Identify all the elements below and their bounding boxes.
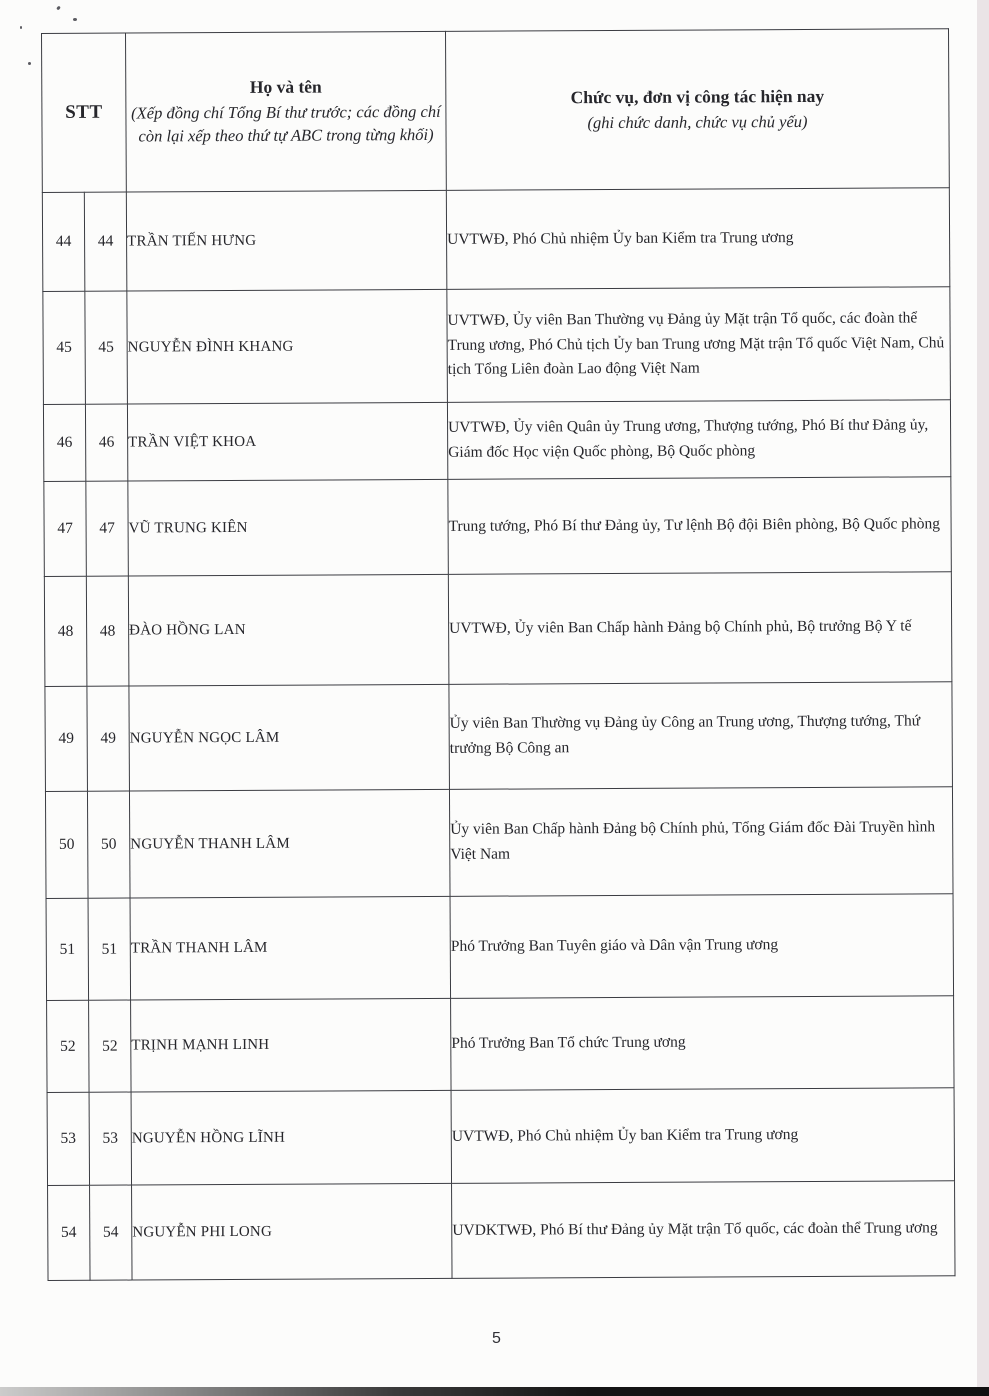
page-number: 5 xyxy=(492,1330,501,1347)
official-position-cell: UVTWĐ, Ủy viên Ban Thường vụ Đảng ủy Mặt trận Tổ quốc, các đoàn thể Trung ương, Phó Chủ tịch Ủy ban Trung ương Mặt trận Tổ quốc Việt Nam, Chủ tịch Tổng Liên đoàn Lao động Việt Nam xyxy=(447,287,951,403)
table-row xyxy=(44,572,952,687)
stt-cell-primary: 51 xyxy=(46,898,89,1000)
official-name-cell: NGUYỄN PHI LONG xyxy=(132,1183,452,1280)
stt-cell-secondary: 49 xyxy=(87,686,130,791)
official-position-cell: Phó Trưởng Ban Tuyên giáo và Dân vận Trung ương xyxy=(450,894,954,999)
table-row xyxy=(45,787,953,899)
scan-speck xyxy=(20,26,22,29)
stt-cell-primary: 53 xyxy=(47,1092,89,1185)
table-header-row xyxy=(42,29,950,193)
official-name-cell: TRẦN VIỆT KHOA xyxy=(127,402,447,481)
official-position-cell: UVTWĐ, Ủy viên Ban Chấp hành Đảng bộ Chính phủ, Bộ trưởng Bộ Y tế xyxy=(448,572,952,685)
stt-cell-secondary: 46 xyxy=(85,404,127,481)
official-name-cell: TRỊNH MẠNH LINH xyxy=(131,998,451,1092)
column-header-name xyxy=(126,31,447,192)
table-row xyxy=(43,400,950,482)
stt-cell-secondary: 50 xyxy=(87,791,130,898)
stt-cell-primary: 50 xyxy=(45,791,88,898)
table-row xyxy=(47,1088,954,1186)
scan-speck xyxy=(73,18,77,21)
stt-cell-primary: 48 xyxy=(44,576,87,686)
table-row xyxy=(44,477,952,577)
official-name-cell: NGUYỄN NGỌC LÂM xyxy=(129,684,450,791)
official-position-cell: Ủy viên Ban Chấp hành Đảng bộ Chính phủ, Tổng Giám đốc Đài Truyền hình Việt Nam xyxy=(449,787,953,897)
stt-cell-secondary: 44 xyxy=(84,192,127,291)
stt-cell-primary: 52 xyxy=(47,1000,89,1092)
stt-cell-primary: 54 xyxy=(48,1185,90,1280)
official-name-cell: TRẦN TIẾN HƯNG xyxy=(126,190,447,291)
official-name-cell: NGUYỄN THANH LÂM xyxy=(129,789,450,898)
official-position-cell: UVTWĐ, Phó Chủ nhiệm Ủy ban Kiểm tra Trung ương xyxy=(451,1088,954,1184)
table-row xyxy=(45,682,953,792)
official-position-cell: UVTWĐ, Phó Chủ nhiệm Ủy ban Kiểm tra Trung ương xyxy=(446,188,950,290)
official-name-cell: TRẦN THANH LÂM xyxy=(130,896,451,1000)
table-body xyxy=(42,188,955,1281)
official-name-cell: NGUYỄN HỒNG LĨNH xyxy=(131,1090,451,1185)
column-header-position xyxy=(446,29,950,191)
official-position-cell: UVTWĐ, Ủy viên Quân ủy Trung ương, Thượng tướng, Phó Bí thư Đảng ủy, Giám đốc Học viện Quốc phòng, Bộ Quốc phòng xyxy=(447,400,950,480)
official-position-cell: Trung tướng, Phó Bí thư Đảng ủy, Tư lệnh Bộ đội Biên phòng, Bộ Quốc phòng xyxy=(448,477,951,575)
official-name-cell: ĐÀO HỒNG LAN xyxy=(128,574,449,686)
officials-table-wrapper xyxy=(41,28,956,1281)
official-position-cell: Ủy viên Ban Thường vụ Đảng ủy Công an Trung ương, Thượng tướng, Thứ trưởng Bộ Công an xyxy=(449,682,953,790)
stt-cell-secondary: 48 xyxy=(86,576,129,686)
stt-cell-primary: 45 xyxy=(43,291,86,404)
position-header-title: Chức vụ, đơn vị công tác hiện nay xyxy=(570,85,825,108)
stt-cell-secondary: 45 xyxy=(85,291,128,404)
scan-edge-right xyxy=(977,0,989,1396)
name-header-title: Họ và tên xyxy=(249,76,322,98)
scan-speck xyxy=(56,6,61,11)
stt-cell-secondary: 47 xyxy=(86,481,129,576)
official-position-cell: UVDKTWĐ, Phó Bí thư Đảng ủy Mặt trận Tổ quốc, các đoàn thể Trung ương xyxy=(452,1181,955,1279)
stt-cell-secondary: 52 xyxy=(89,1000,131,1092)
table-row xyxy=(43,287,951,405)
stt-cell-primary: 46 xyxy=(43,404,85,481)
scan-edge-bottom xyxy=(0,1387,989,1396)
stt-cell-secondary: 54 xyxy=(90,1185,133,1280)
name-header-subtitle: (Xếp đồng chí Tổng Bí thư trước; các đồng chí còn lại xếp theo thứ tự ABC trong từng khối) xyxy=(131,101,441,146)
stt-cell-primary: 44 xyxy=(42,192,85,291)
scan-speck xyxy=(28,62,31,65)
official-position-cell: Phó Trưởng Ban Tổ chức Trung ương xyxy=(451,996,954,1091)
official-name-cell: NGUYỄN ĐÌNH KHANG xyxy=(127,289,448,404)
stt-cell-primary: 47 xyxy=(44,481,86,576)
column-header-stt xyxy=(42,33,127,192)
official-name-cell: VŨ TRUNG KIÊN xyxy=(128,479,448,576)
table-row xyxy=(46,894,954,1001)
position-header-subtitle: (ghi chức danh, chức vụ chủ yếu) xyxy=(587,111,808,132)
table-row xyxy=(42,188,950,292)
stt-cell-secondary: 53 xyxy=(89,1092,132,1185)
officials-table xyxy=(41,28,956,1281)
stt-cell-primary: 49 xyxy=(45,686,88,791)
stt-cell-secondary: 51 xyxy=(88,898,131,1000)
table-row xyxy=(47,996,954,1093)
table-row xyxy=(48,1181,956,1281)
stt-header-label: STT xyxy=(65,101,103,123)
